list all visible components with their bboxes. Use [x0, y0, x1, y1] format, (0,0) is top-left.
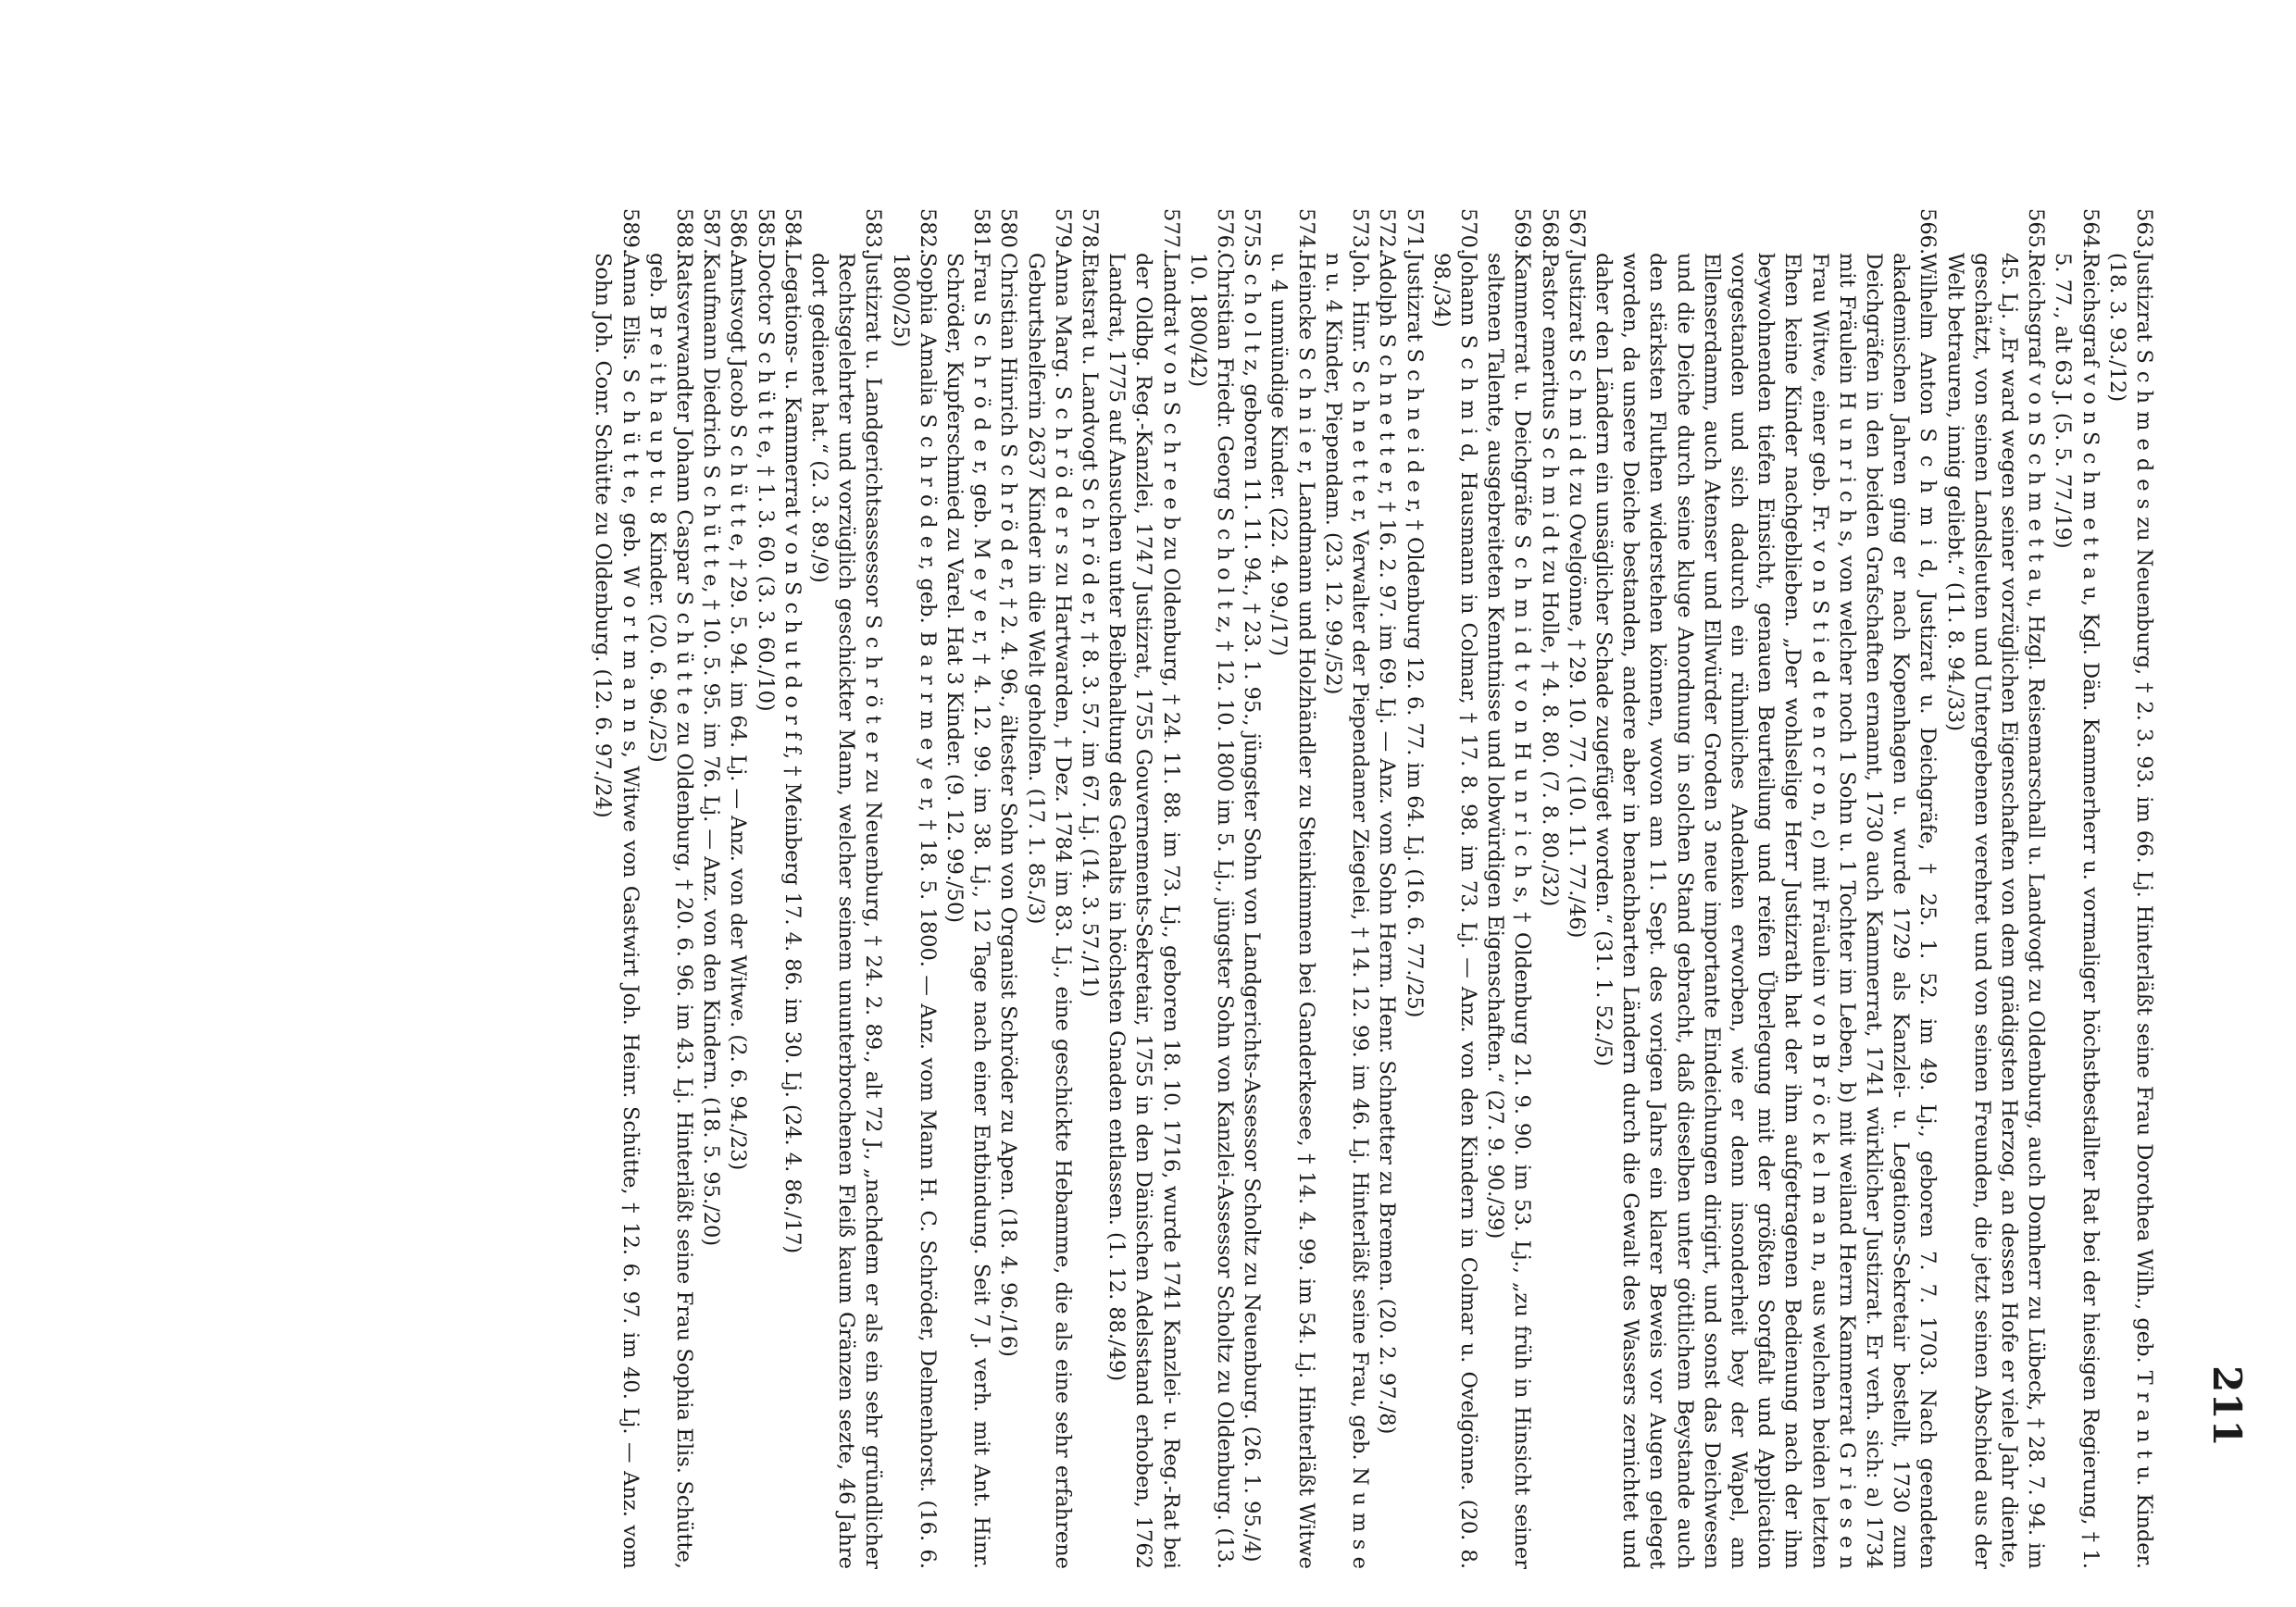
entry-number: 587. — [699, 208, 724, 255]
list-item — [589, 208, 643, 1569]
entry-number: 581. — [969, 208, 994, 255]
entry-list — [589, 208, 2157, 1569]
entry-text: Etatsrat u. Landvogt S c h r ö d e r, † 8. 3. 57. im 67. Lj. (14. 3. 57./11) — [1078, 253, 1103, 998]
entry-number: 565. — [2024, 208, 2049, 255]
entry-text: Justizrat S c h m e d e s zu Neuenburg, † 2. 3. 93. im 66. Lj. Hinterläßt seine Frau Dorothea Wilh., geb. T r a n t u. Kinder. (18. 3. 93./12) — [2104, 253, 2156, 1569]
list-item — [1319, 208, 1373, 1569]
entry-number: 589. — [618, 208, 643, 255]
entry-number: 575. — [1240, 208, 1265, 255]
entry-text: Reichsgraf v o n S c h m e t t a u, Hzgl. Reisemarschall u. Landvogt zu Oldenburg, auch Domherr zu Lübeck, † 28. 7. 94. im 45. Lj. „Er ward wegen seiner vorzüglichen Eigenschaften von dem gnädigsten Herzog, an dessen Hofe er viele Jahr diente, geschätzt, von seinen Landsleuten und Untergebenen verehret und von seinen Freunden, die jetzt seinen Abschied aus der Welt betrauren, innig geliebt.“ (11. 8. 94./33) — [1942, 253, 2049, 1569]
entry-text: Adolph S c h n e t t e r, † 16. 2. 97. im 69. Lj. — Anz. vom Sohn Herm. Henr. Schnetter zu Bremen. (20. 2. 97./8) — [1375, 253, 1400, 1435]
entry-number: 584. — [780, 208, 805, 255]
entry-number: 588. — [672, 208, 697, 255]
entry-text: Landrat v o n S c h r e e b zu Oldenburg, † 24. 11. 88. im 73. Lj., geboren 18. 10. 1716, wurde 1741 Kanzlei- u. Reg.-Rat bei der Oldbg. Reg.-Kanzlei, 1747 Justizrat, 1755 Gouvernements-Sekretair, 1755 in den Dänischen Adelsstand erhoben, 1762 Landrat, 1775 auf Ansuchen unter Beibehaltung des Gehalts in höchsten Gnaden entlassen. (1. 12. 88./49) — [1104, 253, 1183, 1569]
entry-number: 579. — [1050, 208, 1075, 255]
entry-number: 564. — [2078, 208, 2103, 255]
list-item — [1481, 208, 1535, 1569]
entry-text: Justizrat S c h m i d t zu Ovelgönne, † 29. 10. 77. (10. 11. 77./46) — [1564, 253, 1589, 939]
list-item — [2103, 208, 2157, 1569]
entry-number: 573. — [1348, 208, 1373, 255]
list-item — [1076, 208, 1103, 1569]
entry-text: Doctor S c h ü t t e, † 1. 3. 60. (3. 3. 60./10) — [753, 253, 778, 712]
entry-text: Amtsvogt Jacob S c h ü t t e, † 29. 5. 94. im 64. Lj. — Anz. von der Witwe. (2. 6. 94./23) — [726, 253, 751, 1171]
entry-text: S c h o l t z, geboren 11. 11. 94., † 23. 1. 95., jüngster Sohn von Landgerichts-Assessor Scholtz zu Neuenburg. (26. 1. 95./4) — [1240, 253, 1265, 1563]
entry-text: Anna Marg. S c h r ö d e r s zu Hartwarden, † Dez. 1784 im 83. Lj., eine geschickte Hebamme, die als eine sehr erfahrene Geburtshelferin 2637 Kinder in die Welt geholfen. (17. 1. 85./3) — [1023, 253, 1075, 1569]
entry-number: 569. — [1510, 208, 1535, 255]
list-item — [697, 208, 724, 1569]
entry-text: Frau S c h r ö d e r, geb. M e y e r, † 4. 12. 99. im 38. Lj., 12 Tage nach einer Entbindung. Seit 7 J. verh. mit Ant. Hinr. Schröder, Kupferschmied zu Varel. Hat 3 Kinder. (9. 12. 99./50) — [942, 253, 994, 1569]
entry-text: Justizrat u. Landgerichtsassessor S c h r ö t e r zu Neuenburg, † 24. 2. 89., alt 72 J., „nachdem er als ein sehr gründlicher Rechtsgelehrter und vorzüglich geschickter Mann, welcher seinem ununterbrochenen Fleiß kaum Gränzen sezte, 46 Jahre dort gedienet hat.“ (2. 3. 89./9) — [807, 253, 886, 1569]
entry-text: Kaufmann Diedrich S c h ü t t e, † 10. 5. 95. im 76. Lj. — Anz. von den Kindern. (18. 5. 95./20) — [699, 253, 724, 1247]
entry-text: Christian Hinrich S c h r ö d e r, † 2. 4. 96., ältester Sohn von Organist Schröder zu Apen. (18. 4. 96./16) — [996, 253, 1021, 1357]
entry-text: Kammerrat u. Deichgräfe S c h m i d t v o n H u n r i c h s, † Oldenburg 21. 9. 90. im 53. Lj., „zu früh in Hinsicht seiner seltenen Talente, ausgebreiteten Kenntnisse und lobwürdigen Eigenschaften.“ (27. 9. 90./39) — [1483, 253, 1535, 1569]
entry-text: Pastor emeritus S c h m i d t zu Holle, † 4. 8. 80. (7. 8. 80./32) — [1537, 253, 1562, 907]
entry-number: 574. — [1293, 208, 1318, 255]
entry-text: Sophia Amalia S c h r ö d e r, geb. B a r r m e y e r, † 18. 5. 1800. — Anz. vom Mann H. C. Schröder, Delmenhorst. (16. 6. 1800/25) — [888, 253, 940, 1569]
entry-text: Heincke S c h n i e r, Landmann und Holzhändler zu Steinkimmen bei Ganderkesee, † 14. 4. 99. im 54. Lj. Hinterläßt Witwe u. 4 unmündige Kinder. (22. 4. 99./17) — [1267, 253, 1318, 1569]
list-item — [724, 208, 751, 1569]
rotated-page — [591, 0, 2296, 1607]
entry-text: Legations- u. Kammerrat v o n S c h u t d o r f f, † Meinberg 17. 4. 86. im 30. Lj. (24. 4. 86./17) — [780, 253, 805, 1254]
list-item — [1940, 208, 2049, 1569]
list-item — [1373, 208, 1400, 1569]
entry-number: 586. — [726, 208, 751, 255]
list-item — [1428, 208, 1481, 1569]
entry-number: 570. — [1455, 208, 1480, 255]
entry-number: 576. — [1213, 208, 1238, 255]
list-item — [1590, 208, 1941, 1569]
list-item — [751, 208, 778, 1569]
entry-number: 585. — [753, 208, 778, 255]
entry-number: 583. — [861, 208, 886, 255]
entry-number: 563. — [2132, 208, 2156, 255]
entry-number: 577. — [1158, 208, 1183, 255]
entry-text: Johann S c h m i d, Hausmann in Colmar, † 17. 8. 98. im 73. Lj. — Anz. von den Kindern in Colmar u. Ovelgönne. (20. 8. 98./34) — [1429, 253, 1480, 1569]
entry-text: Anna Elis. S c h ü t t e, geb. W o r t m a n n s, Witwe von Gastwirt Joh. Heinr. Schütte, † 12. 6. 97. im 40. Lj. — Anz. vom Sohn Joh. Conr. Schütte zu Oldenburg. (12. 6. 97./24) — [591, 253, 643, 1569]
entry-text: Wilhelm Anton S c h m i d, Justizrat u. Deichgräfe, † 25. 1. 52. im 49. Lj., geboren 7. 7. 1703. Nach geendeten akademischen Jahren ging er nach Kopenhagen u. wurde 1729 als Kanzlei- u. Legations-Sekretair bestellt, 1730 zum Deichgräfen in den beiden Grafschaften ernannt, 1730 auch Kammerrat, 1741 würklicher Justizrat. Er verh. sich: a) 1734 mit Fräulein H u n r i c h s, von welcher noch 1 Sohn u. 1 Tochter im Leben, b) mit weiland Herrn Kammerrat G r i e s e n Frau Witwe, einer geb. Fr. v o n S t i e d t e n c r o n, c) mit Fräulein v o n B r ö c k e l m a n n, aus welchen beiden letzten Ehen keine Kinder nachgeblieben. „Der wohlselige Herr Justizrath hat der ihm aufgetragenen Bedienung nach der ihm beywohnenden tiefen Einsicht, genauen Beurteilung und reifen Überlegung mit der größten Sorgfalt und Application vorgestanden und sich dadurch ein rühmliches Andenken erworben, wie er denn insonderheit bey der Wapel, am Ellenserdamm, auch Atenser und Ellwürder Groden 3 neue importante Eindeichungen dirigirt, und sonst das Deichwesen und die Deiche durch seine kluge Anordnung in solchen Stand gebracht, daß dieselben unter göttlichem Beystande auch den stärksten Fluthen widerstehen können, wovon am 11. Sept. des vorigen Jahrs ein klarer Beweis vor Augen geleget worden, da unsere Deiche bestanden, andere aber in benachbarten Ländern durch die Gewalt des Wassers zernichtet und daher den Ländern ein unsäglicher Schade zugefüget worden.“ (31. 1. 52./5) — [1591, 253, 1940, 1569]
entry-text: Reichsgraf v o n S c h m e t t a u, Kgl. Dän. Kammerherr u. vormaliger höchstbestallter Rat bei der hiesigen Regierung, † 1. 5. 77., alt 63 J. (5. 5. 77./19) — [2051, 253, 2103, 1569]
list-item — [1103, 208, 1184, 1569]
entry-text: Ratsverwandter Johann Caspar S c h ü t t e zu Oldenburg, † 20. 6. 96. im 43. Lj. Hinterläßt seine Frau Sophia Elis. Schütte, geb. B r e i t h a u p t u. 8 Kinder. (20. 6. 96./25) — [644, 253, 697, 1569]
list-item — [1184, 208, 1238, 1569]
list-item — [1265, 208, 1318, 1569]
entry-number: 572. — [1375, 208, 1400, 255]
list-item — [643, 208, 697, 1569]
list-item — [2049, 208, 2103, 1569]
entry-number: 578. — [1078, 208, 1103, 255]
entry-number: 582. — [915, 208, 940, 255]
list-item — [1400, 208, 1427, 1569]
page-number: 211 — [2204, 1365, 2250, 1447]
entry-text: Joh. Hinr. S c h n e t t e r, Verwalter der Piependamer Ziegelei, † 14. 12. 99. im 46. Lj. Hinterläßt seine Frau, geb. N u m s e n u. 4 Kinder, Piependam. (23. 12. 99./52) — [1320, 253, 1373, 1569]
list-item — [805, 208, 887, 1569]
list-item — [994, 208, 1021, 1569]
list-item — [1021, 208, 1075, 1569]
list-item — [1563, 208, 1590, 1569]
entry-number: 566. — [1915, 208, 1940, 255]
entry-number: 571. — [1402, 208, 1427, 255]
entry-text: Christian Friedr. Georg S c h o l t z, † 12. 10. 1800 im 5. Lj., jüngster Sohn von Kanzlei-Assessor Scholtz zu Oldenburg. (13. 10. 1800/42) — [1185, 253, 1238, 1569]
entry-number: 568. — [1537, 208, 1562, 255]
entry-number: 567. — [1564, 208, 1589, 255]
list-item — [779, 208, 805, 1569]
entry-number: 580 — [996, 208, 1021, 248]
entry-text: Justizrat S c h n e i d e r, † Oldenburg 12. 6. 77. im 64. Lj. (16. 6. 77./25) — [1402, 253, 1427, 1018]
list-item — [886, 208, 940, 1569]
list-item — [1535, 208, 1562, 1569]
list-item — [941, 208, 994, 1569]
list-item — [1238, 208, 1265, 1569]
